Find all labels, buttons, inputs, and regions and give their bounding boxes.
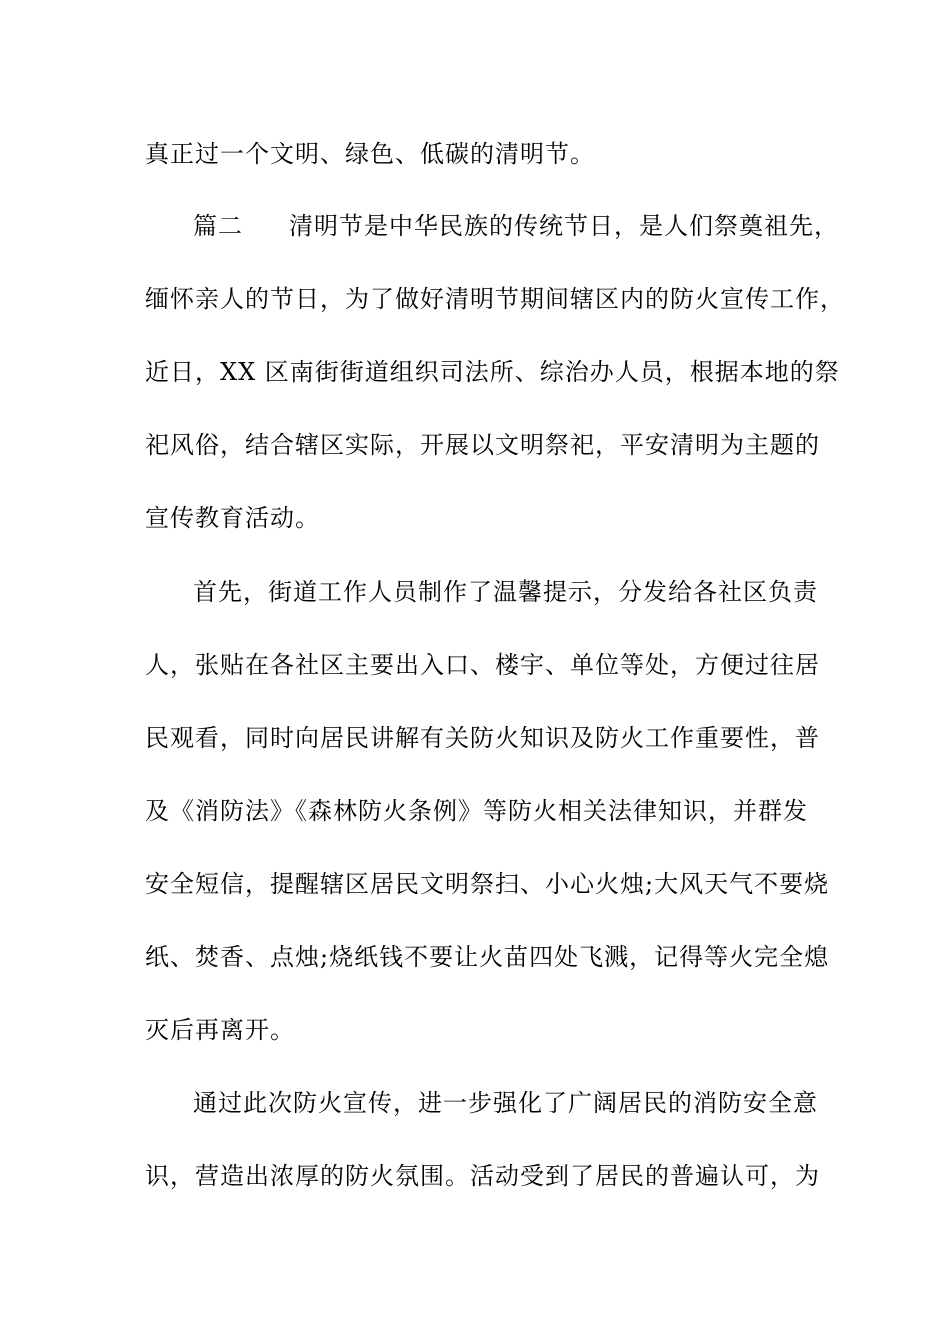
paragraph-line: 首先，街道工作人员制作了温馨提示，分发给各社区负责 — [193, 578, 818, 606]
paragraph-text: 清明节是中华民族的传统节日，是人们祭奠祖先， — [289, 212, 839, 240]
paragraph-line: 人，张贴在各社区主要出入口、楼宇、单位等处，方便过往居 — [145, 651, 820, 679]
paragraph-line: 识，营造出浓厚的防火氛围。活动受到了居民的普遍认可，为 — [145, 1162, 820, 1190]
paragraph-line: 安全短信，提醒辖区居民文明祭扫、小心火烛;大风天气不要烧 — [145, 870, 830, 898]
paragraph-line: 祀风俗，结合辖区实际，开展以文明祭祀，平安清明为主题的 — [145, 431, 820, 459]
paragraph-line: 缅怀亲人的节日，为了做好清明节期间辖区内的防火宣传工作， — [145, 285, 845, 313]
paragraph-line: 及《消防法》《森林防火条例》等防火相关法律知识，并群发 — [145, 797, 808, 825]
paragraph-line: 近日，XX 区南街街道组织司法所、综治办人员，根据本地的祭 — [145, 358, 840, 386]
paragraph-line: 灭后再离开。 — [145, 1016, 295, 1044]
paragraph-line: 宣传教育活动。 — [145, 504, 320, 532]
paragraph-line: 通过此次防火宣传，进一步强化了广阔居民的消防安全意 — [193, 1089, 818, 1117]
paragraph-line: 真正过一个文明、绿色、低碳的清明节。 — [145, 140, 595, 168]
paragraph-line: 民观看，同时向居民讲解有关防火知识及防火工作重要性，普 — [145, 724, 820, 752]
section-heading: 篇二 — [193, 212, 243, 240]
paragraph-line — [193, 210, 839, 242]
paragraph-line: 纸、焚香、点烛;烧纸钱不要让火苗四处飞溅，记得等火完全熄 — [145, 943, 830, 971]
